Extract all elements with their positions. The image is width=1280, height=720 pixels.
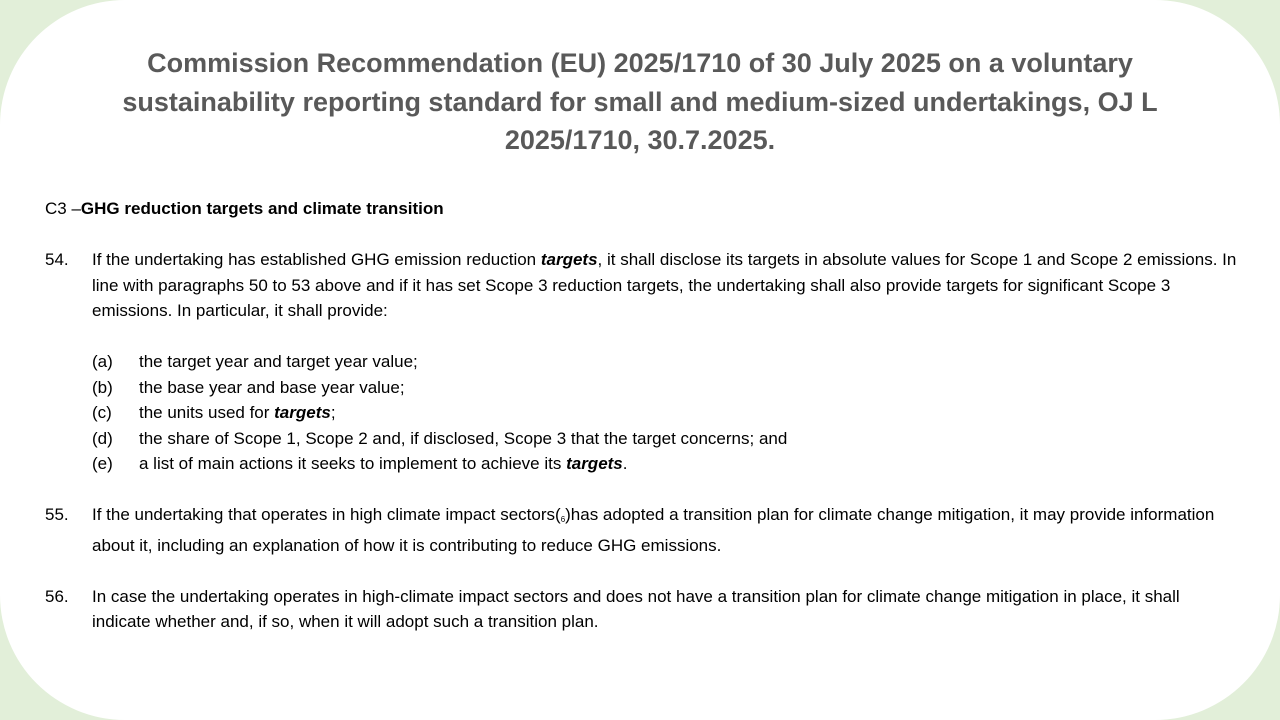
list-item-e [92, 451, 1240, 477]
paragraph-text: If the undertaking has established GHG emission reduction [92, 250, 541, 269]
requirements-list [45, 349, 1240, 477]
keyword-targets: targets [274, 403, 331, 422]
list-item-label: (d) [92, 428, 113, 448]
list-item-text: the units used for [139, 403, 275, 422]
slide-content [45, 196, 1240, 635]
spacer [45, 477, 1240, 503]
list-item-label: (e) [92, 454, 113, 473]
list-item-a [92, 349, 1240, 375]
list-item-text: ; [330, 403, 336, 422]
spacer [45, 324, 1240, 350]
footnote-reference[interactable]: 6 [560, 515, 566, 524]
slide-title: Commission Recommendation (EU) 2025/1710 of 30 July 2025 on a voluntary sustainability reporting standard for small and medium-sized undertakings, OJ L 2025/1710, 30.7.2025. [122, 48, 1158, 155]
paragraph-56 [45, 584, 1240, 635]
keyword-targets: targets [566, 454, 623, 473]
list-item-label: (c) [92, 403, 112, 422]
list-item-text: the base year and base year value; [139, 377, 405, 397]
list-item-b [92, 375, 1240, 401]
paragraph-text: In case the undertaking operates in high-climate impact sectors and does not have a transition plan for climate change mitigation in place, it shall indicate whether and, if so, when it will adopt such a transition plan. [92, 586, 1180, 631]
section-heading [45, 196, 1240, 222]
section-heading-text: GHG reduction targets and climate transition [80, 199, 444, 218]
paragraph-number: 56. [45, 586, 69, 606]
paragraph-text: , it shall disclose its targets in absolute values for Scope 1 and Scope 2 emissions. In line with paragraphs 50 to 53 above and if it has set Scope 3 reduction targets, the undertaking shall also provide targets for significant Scope 3 emissions. In particular, it shall provide: [92, 250, 1237, 320]
list-item-label: (a) [92, 352, 113, 371]
paragraph-55 [45, 502, 1240, 558]
paragraph-text: If the undertaking that operates in high climate impact sectors( [92, 505, 561, 524]
paragraph-number: 54. [45, 250, 69, 269]
spacer [45, 558, 1240, 584]
paragraph-text: )has adopted a transition plan for climate change mitigation, it may provide information about it, including an explanation of how it is contributing to reduce GHG emissions. [92, 505, 1215, 555]
spacer [45, 222, 1240, 248]
list-item-text: . [622, 454, 628, 473]
list-item-label: (b) [92, 377, 113, 397]
keyword-targets: targets [540, 250, 598, 269]
section-code: C3 – [45, 199, 81, 218]
list-item-c [92, 400, 1240, 426]
paragraph-number: 55. [45, 505, 69, 524]
paragraph-54 [45, 247, 1240, 324]
list-item-text: a list of main actions it seeks to implement to achieve its [139, 454, 567, 473]
list-item-d [92, 426, 1240, 452]
list-item-text: the share of Scope 1, Scope 2 and, if disclosed, Scope 3 that the target concerns; and [139, 428, 788, 448]
list-item-text: the target year and target year value; [139, 352, 418, 371]
